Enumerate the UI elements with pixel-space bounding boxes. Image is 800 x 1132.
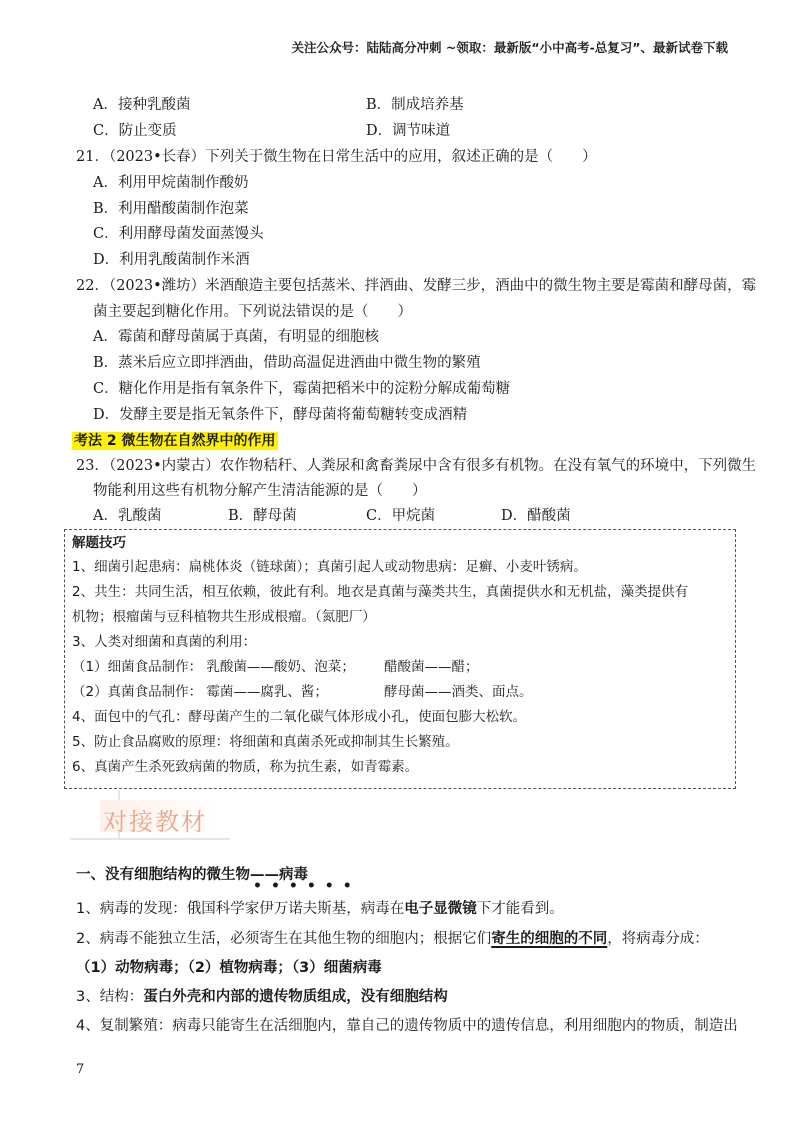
tips-line-2b: 机物；根瘤菌与豆科植物共生形成根瘤。（氮肥厂） bbox=[72, 609, 376, 625]
q22-stem-line2: 菌主要起到糖化作用。下列说法错误的是（ ） bbox=[93, 304, 412, 320]
banner-hline bbox=[70, 838, 230, 840]
para-2-text-a: 2、病毒不能独立生活，必须寄生在其他生物的细胞内；根据它们 bbox=[76, 931, 492, 947]
q21-stem: 21．（2023•长春）下列关于微生物在日常生活中的应用，叙述正确的是（ ） bbox=[76, 149, 597, 165]
q20-option-d: D．调节味道 bbox=[366, 123, 451, 139]
tips-line-5a: （2）真菌食品制作： 霉菌——腐乳、酱； bbox=[72, 684, 328, 700]
textbook-para-2 bbox=[76, 927, 709, 948]
tips-line-4b: 醋酸菌——醋； bbox=[384, 659, 479, 675]
tips-line-1: 1、细菌引起患病：扁桃体炎（链球菌）；真菌引起人或动物患病：足癣、小麦叶锈病。 bbox=[72, 559, 587, 575]
q21-option-d: D．利用乳酸菌制作米酒 bbox=[93, 252, 250, 268]
q22-option-d: D．发酵主要是指无氧条件下，酵母菌将葡萄糖转变成酒精 bbox=[93, 407, 468, 423]
q20-option-c: C．防止变质 bbox=[93, 123, 177, 139]
para-2-text-b: 寄生的细胞的不同 bbox=[491, 931, 608, 947]
section-heading-text: 考法 2 微生物在自然界中的作用 bbox=[74, 433, 276, 449]
q23-stem-line1: 23．（2023•内蒙古）农作物秸秆、人粪尿和禽畜粪尿中含有很多有机物。在没有氧气的环境中，下列微生 bbox=[76, 458, 757, 474]
q23-option-b: B．酵母菌 bbox=[228, 508, 297, 524]
tips-line-2a: 2、共生：共同生活，相互依赖，彼此有利。地衣是真菌与藻类共生，真菌提供水和无机盐，藻类提供有 bbox=[72, 584, 689, 600]
textbook-para-4: 4、复制繁殖：病毒只能寄生在活细胞内，靠自己的遗传物质中的遗传信息，利用细胞内的物质，制造出 bbox=[76, 1018, 738, 1034]
banner-title: 对接教材 bbox=[103, 808, 207, 836]
q22-option-a: A．霉菌和酵母菌属于真菌，有明显的细胞核 bbox=[93, 329, 379, 345]
q21-option-b: B．利用醋酸菌制作泡菜 bbox=[93, 201, 249, 217]
tips-line-4a: （1）细菌食品制作： 乳酸菌——酸奶、泡菜； bbox=[72, 659, 355, 675]
textbook-para-1 bbox=[76, 897, 564, 918]
page-number: 7 bbox=[76, 1062, 85, 1077]
q23-option-d: D．醋酸菌 bbox=[501, 508, 571, 524]
q20-option-b: B．制成培养基 bbox=[366, 97, 464, 113]
page-header: 关注公众号：陆陆高分冲刺 ~领取：最新版“小中高考-总复习”、最新试卷下载 bbox=[291, 40, 728, 55]
q22-option-c: C．糖化作用是指有氧条件下，霉菌把稻米中的淀粉分解成葡萄糖 bbox=[93, 381, 511, 397]
q23-option-a: A．乳酸菌 bbox=[93, 508, 162, 524]
q23-option-c: C．甲烷菌 bbox=[366, 508, 436, 524]
tips-line-7: 5、防止食品腐败的原理：将细菌和真菌杀死或抑制其生长繁殖。 bbox=[72, 734, 459, 750]
q22-stem-line1: 22．（2023•潍坊）米酒酿造主要包括蒸米、拌酒曲、发酵三步，酒曲中的微生物主要是霉菌和酵母菌，霉 bbox=[76, 278, 757, 294]
textbook-virus-types: （1）动物病毒；（2）植物病毒；（3）细菌病毒 bbox=[76, 960, 382, 976]
para-3-text-b: 蛋白外壳和内部的遗传物质组成，没有细胞结构 bbox=[143, 989, 448, 1005]
para-1-text-a: 1、病毒的发现：俄国科学家伊万诺夫斯基，病毒在 bbox=[76, 901, 405, 917]
tips-title: 解题技巧 bbox=[72, 535, 126, 551]
emphasis-dots: •••••• bbox=[253, 878, 361, 894]
q23-stem-line2: 物能利用这些有机物分解产生清洁能源的是（ ） bbox=[93, 483, 427, 499]
para-3-text-a: 3、结构： bbox=[76, 989, 144, 1005]
textbook-heading: 一、没有细胞结构的微生物——病毒 bbox=[76, 867, 308, 883]
q20-option-a: A．接种乳酸菌 bbox=[93, 97, 191, 113]
tips-line-5b: 酵母菌——酒类、面点。 bbox=[384, 684, 533, 700]
q22-option-b: B．蒸米后应立即拌酒曲，借助高温促进酒曲中微生物的繁殖 bbox=[93, 355, 481, 371]
para-1-text-b: 电子显微镜 bbox=[404, 901, 477, 917]
para-2-text-c: ，将病毒分成： bbox=[607, 931, 709, 947]
tips-line-6: 4、面包中的气孔：酵母菌产生的二氧化碳气体形成小孔，使面包膨大松软。 bbox=[72, 709, 527, 725]
q21-option-c: C．利用酵母菌发面蒸馒头 bbox=[93, 226, 264, 242]
section-heading bbox=[72, 430, 278, 450]
textbook-para-3 bbox=[76, 985, 448, 1006]
tips-line-8: 6、真菌产生杀死致病菌的物质，称为抗生素，如青霉素。 bbox=[72, 759, 419, 775]
tips-line-3: 3、人类对细菌和真菌的利用： bbox=[72, 634, 257, 650]
q21-option-a: A．利用甲烷菌制作酸奶 bbox=[93, 175, 249, 191]
para-1-text-c: 下才能看到。 bbox=[476, 901, 564, 917]
